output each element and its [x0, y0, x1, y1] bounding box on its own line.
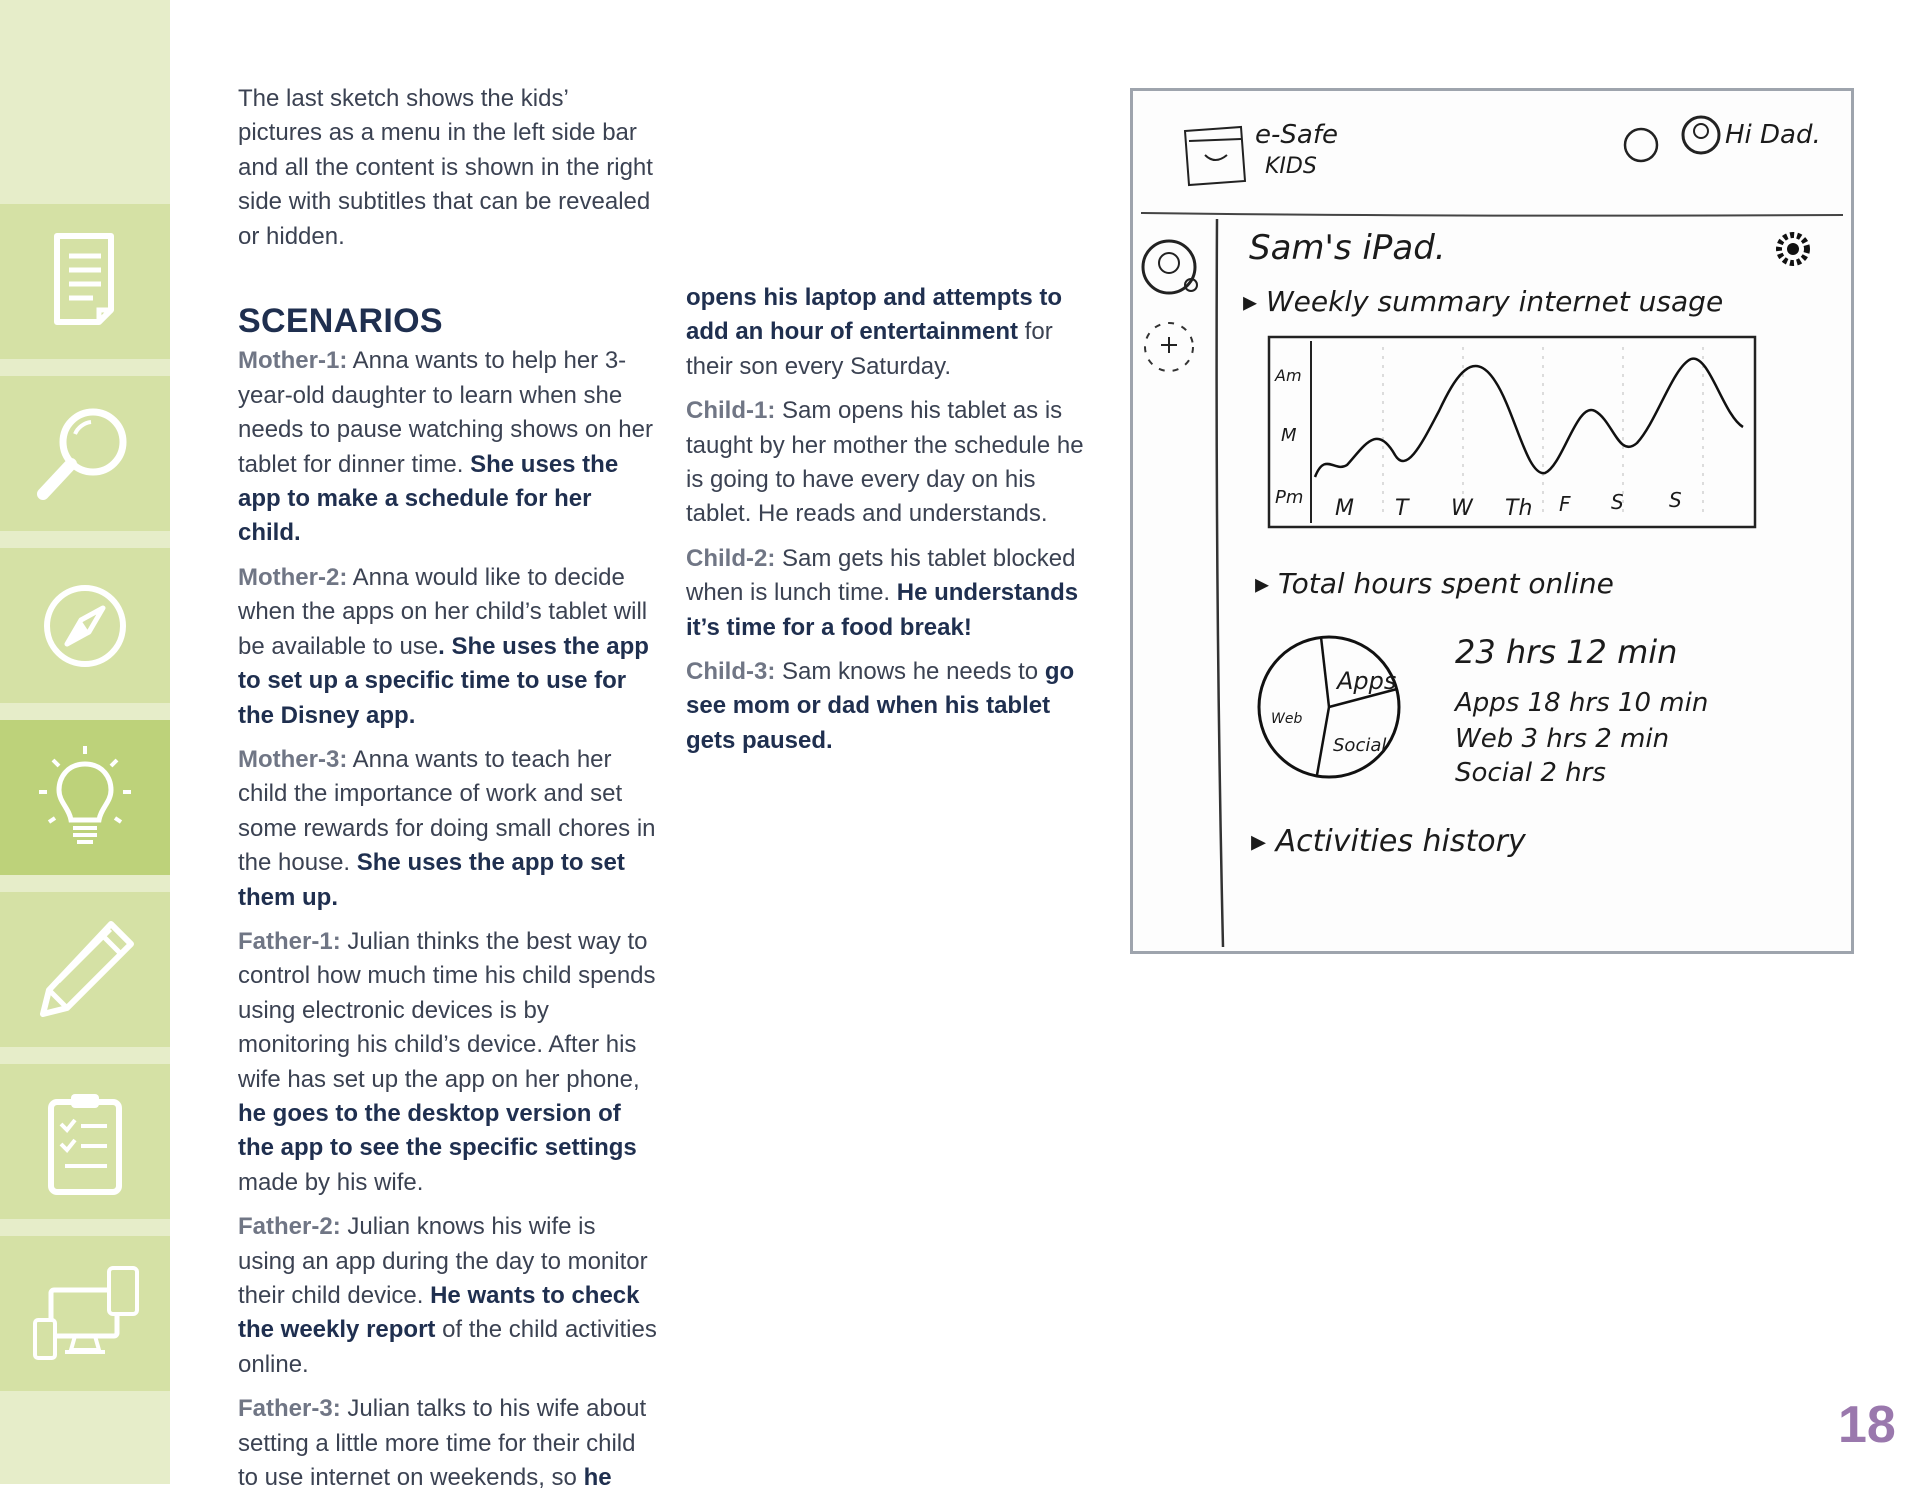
pie-label-social: Social	[1333, 735, 1387, 756]
sidebar-item-edit[interactable]	[0, 892, 170, 1047]
left-column	[238, 82, 658, 1505]
day-label: W	[1451, 496, 1473, 521]
scenario-mother-3: Mother-3: Anna wants to teach her child the importance of work and set some rewards for doing small chores in the house. She uses the app to set them up.	[238, 745, 656, 911]
scenario-mother-2: Mother-2: Anna would like to decide when the apps on her child’s tablet will be available to use. She uses the app to set up a specific time to use for the Disney app.	[238, 563, 649, 729]
scenario-child-2: Child-2: Sam gets his tablet blocked when is lunch time. He understands it’s time for a food break!	[686, 544, 1079, 641]
day-label: F	[1559, 492, 1571, 516]
sidebar-item-checklist[interactable]	[0, 1064, 170, 1219]
pie-label-apps: Apps	[1337, 667, 1397, 695]
scenario-label: Child-2:	[686, 544, 776, 572]
day-label: S	[1611, 490, 1624, 514]
total-hours-heading: ▸ Total hours spent online	[1255, 567, 1614, 600]
scenario-father-1: Father-1: Julian thinks the best way to control how much time his child spends using electronic devices is by monitoring his child’s device. After his wife has set up the app on her phone, he goes to the desktop version of the app to see the specific settings made by his wife.	[238, 927, 656, 1196]
axis-label-am: Am	[1275, 366, 1302, 385]
scenario-mother-1: Mother-1: Anna wants to help her 3-year-old daughter to learn when she needs to pause watching shows on her tablet for dinner time. She uses the app to make a schedule for her child.	[238, 347, 653, 547]
device-title: Sam's iPad.	[1249, 228, 1446, 268]
search-icon	[25, 394, 145, 514]
day-label: Th	[1505, 496, 1533, 521]
user-avatar-icon[interactable]	[1625, 117, 1719, 161]
scenario-child-1: Child-1: Sam opens his tablet as is taught by her mother the schedule he is going to have every day on his tablet. He reads and understands.	[686, 397, 1084, 528]
scenario-label: Father-1:	[238, 927, 341, 955]
logo-line-2: KIDS	[1265, 154, 1317, 179]
apps-time: Apps 18 hrs 10 min	[1455, 688, 1709, 718]
scenarios-heading: SCENARIOS	[238, 302, 443, 341]
total-time: 23 hrs 12 min	[1455, 633, 1678, 671]
axis-label-m: M	[1281, 425, 1297, 446]
day-label: T	[1395, 496, 1409, 521]
scenario-label: Child-1:	[686, 397, 776, 425]
middle-column	[686, 281, 1106, 768]
scenario-label: Mother-3:	[238, 745, 348, 773]
day-label: S	[1669, 488, 1682, 512]
scenario-father-2: Father-2: Julian knows his wife is using an app during the day to monitor their child device. He wants to check the weekly report of the child activities online.	[238, 1213, 657, 1378]
compass-icon	[25, 566, 145, 686]
web-time: Web 3 hrs 2 min	[1455, 724, 1670, 754]
settings-gear-icon[interactable]	[1779, 235, 1807, 263]
sidebar-item-ideas[interactable]	[0, 720, 170, 875]
sidebar-item-devices[interactable]	[0, 1236, 170, 1391]
scenario-father-3: Father-3: Julian talks to his wife about setting a little more time for their child to use internet on weekends, so he	[238, 1395, 647, 1492]
clipboard-icon	[25, 1082, 145, 1202]
scenario-child-3: Child-3: Sam knows he needs to go see mom or dad when his tablet gets paused.	[686, 658, 1075, 754]
social-time: Social 2 hrs	[1455, 758, 1606, 788]
logo-line-1: e-Safe	[1255, 120, 1338, 150]
user-greeting: Hi Dad.	[1725, 120, 1821, 150]
sidebar-item-document[interactable]	[0, 204, 170, 359]
pie-label-web: Web	[1271, 711, 1303, 727]
scenario-label: Mother-2:	[238, 563, 348, 591]
kid-avatar-icon[interactable]	[1143, 241, 1197, 293]
usage-pie-chart	[1259, 637, 1399, 777]
add-kid-icon[interactable]	[1145, 323, 1193, 371]
scenario-label: Father-3:	[238, 1395, 341, 1423]
scenario-father-3-continued: opens his laptop and attempts to add an hour of entertainment for their son every Saturday.	[686, 284, 1063, 380]
weekly-usage-line	[1315, 359, 1743, 477]
scenario-label: Child-3:	[686, 658, 776, 686]
document-icon	[25, 222, 145, 342]
weekly-summary-heading: ▸ Weekly summary internet usage	[1243, 285, 1724, 318]
lightbulb-icon	[25, 738, 145, 858]
page-number: 18	[1838, 1396, 1896, 1454]
sidebar-nav	[0, 0, 170, 1484]
activities-history-heading: ▸ Activities history	[1251, 824, 1526, 859]
axis-label-pm: Pm	[1275, 487, 1304, 508]
wireframe-sketch	[1130, 88, 1854, 954]
sidebar-item-search[interactable]	[0, 376, 170, 531]
scenario-label: Mother-1:	[238, 347, 348, 375]
day-label: M	[1335, 496, 1354, 521]
scenario-label: Father-2:	[238, 1213, 341, 1241]
sidebar-item-explore[interactable]	[0, 548, 170, 703]
logo-icon	[1185, 127, 1245, 185]
devices-icon	[25, 1254, 145, 1374]
intro-paragraph: The last sketch shows the kids’ pictures as a menu in the left side bar and all the content is shown in the right side with subtitles that can be revealed or hidden.	[238, 85, 653, 250]
sketch-drawing	[1133, 91, 1851, 951]
pencil-icon	[25, 910, 145, 1030]
